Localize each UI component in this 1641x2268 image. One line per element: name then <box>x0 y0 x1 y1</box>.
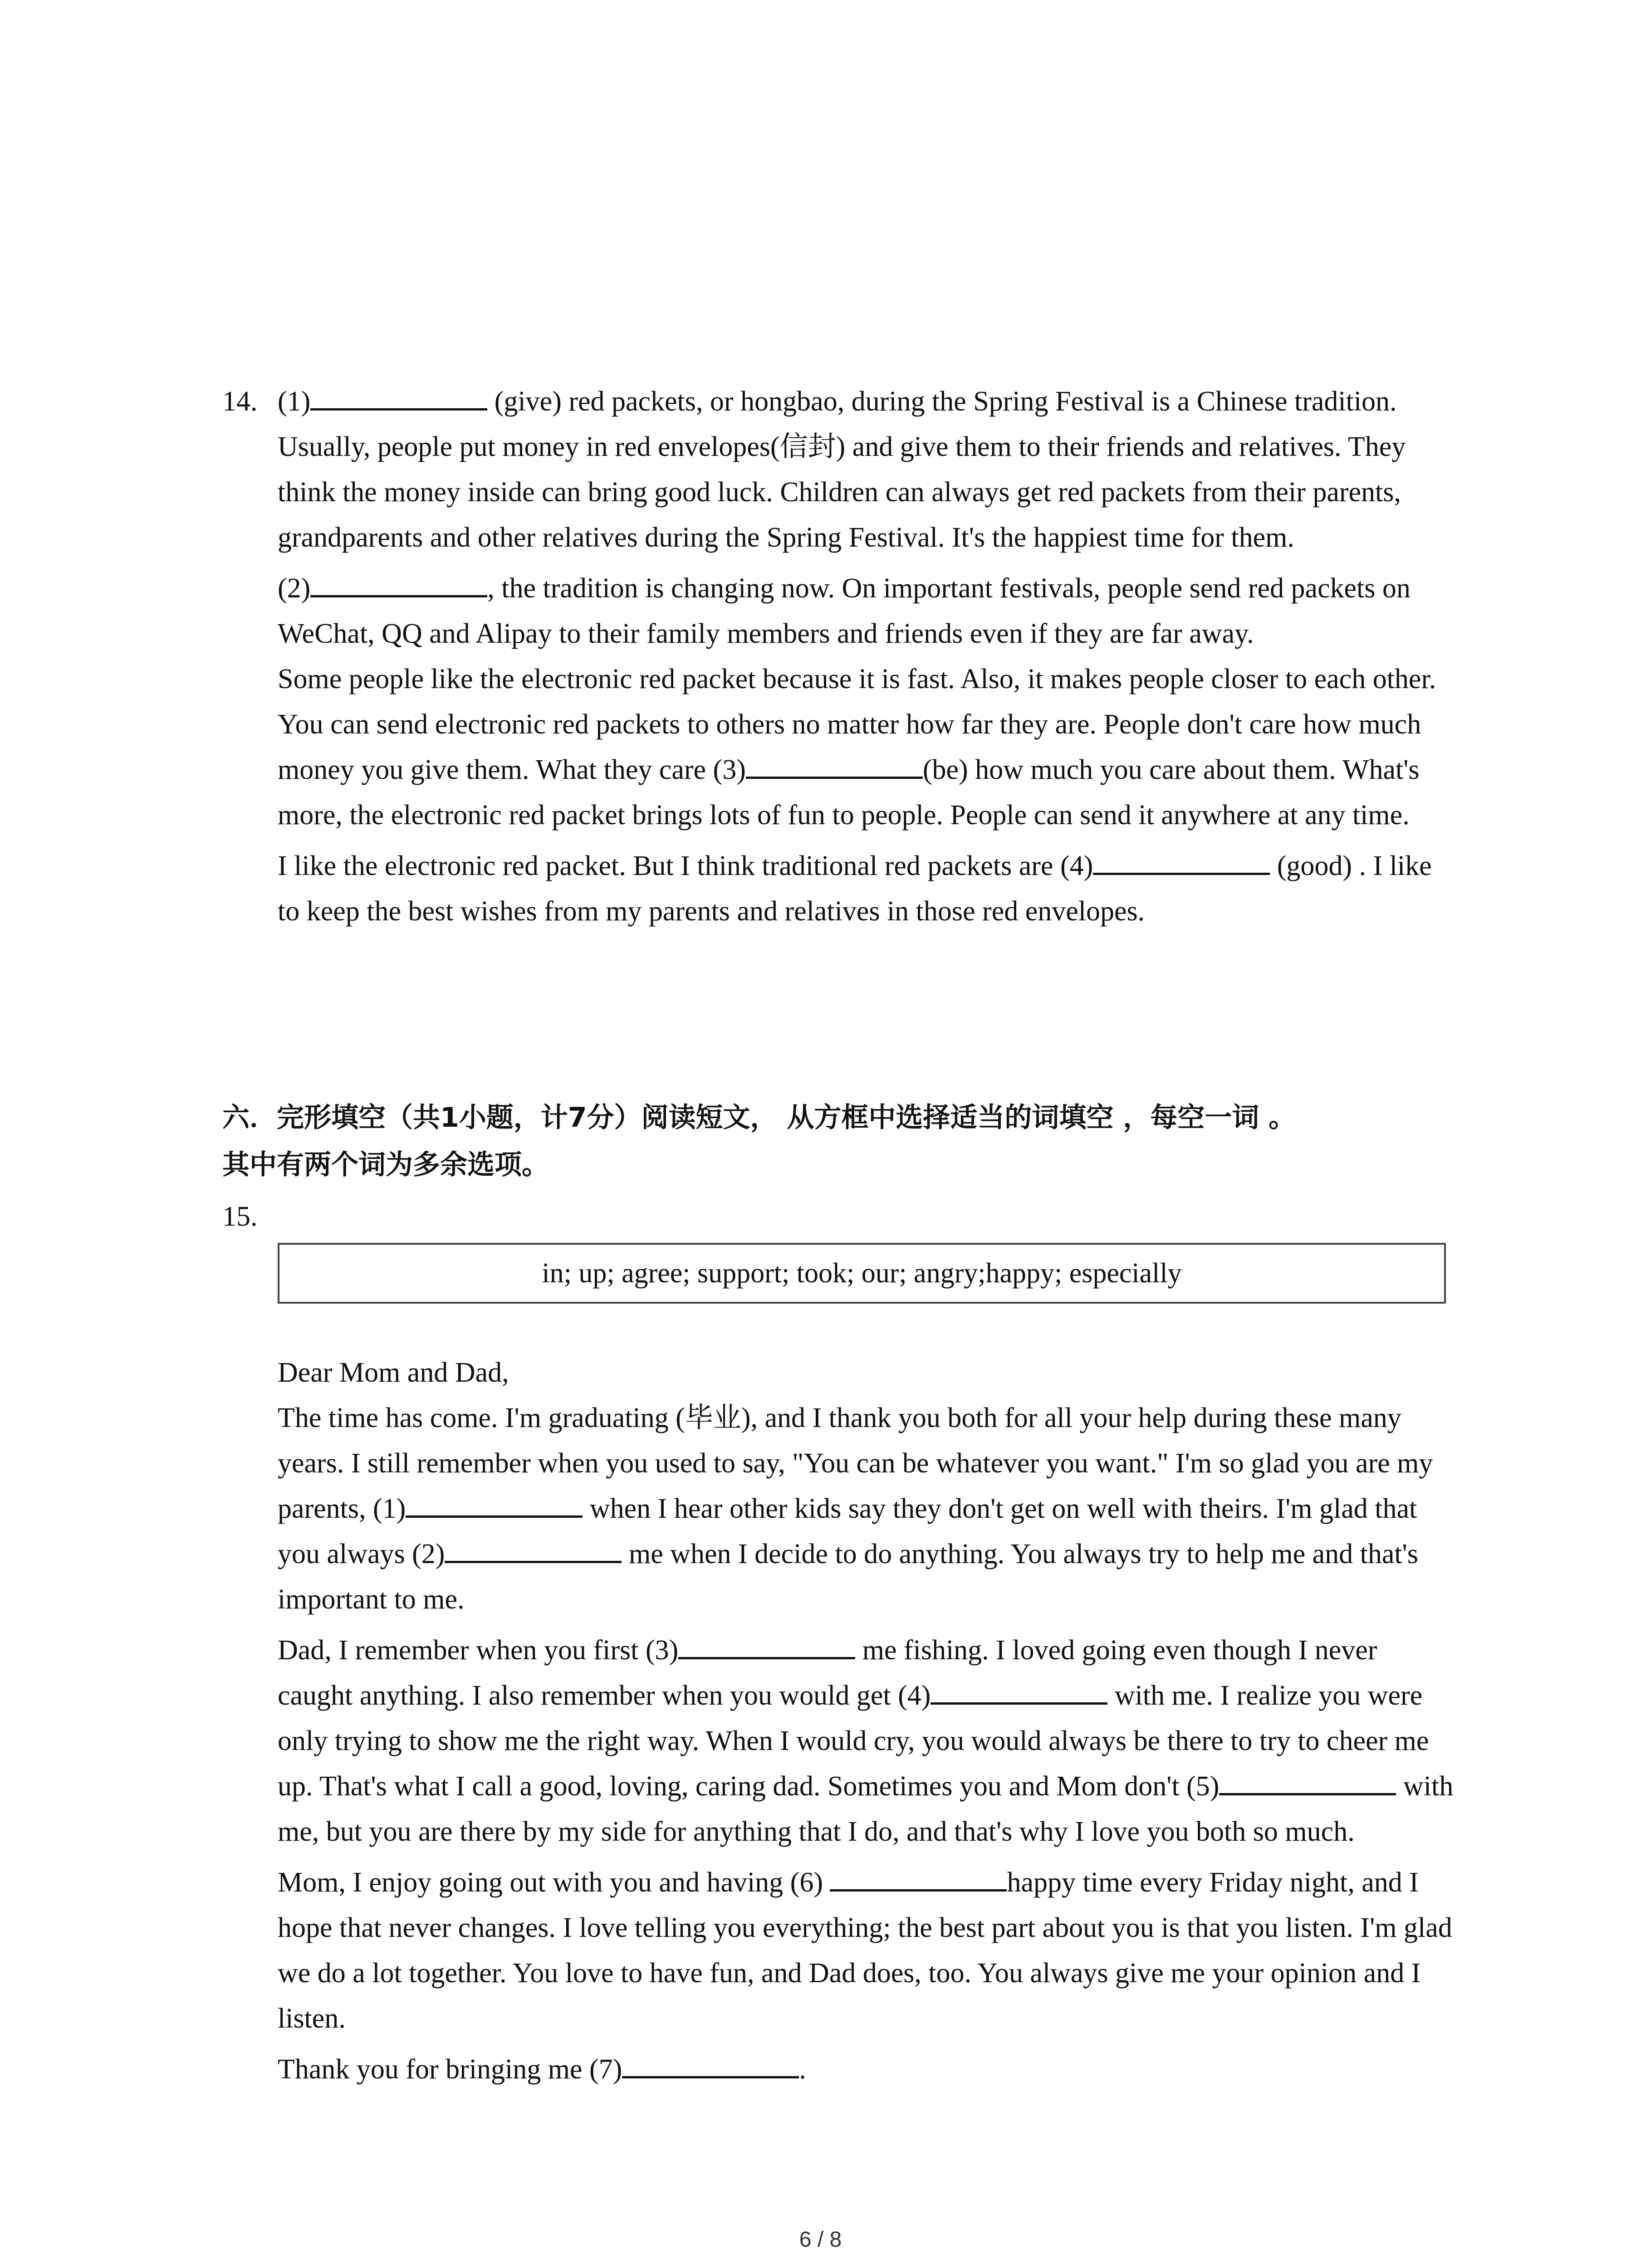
cloze-blank-7[interactable] <box>622 2048 799 2078</box>
cloze-blank-6[interactable] <box>830 1861 1007 1892</box>
answer-blank-4[interactable] <box>1093 845 1270 875</box>
question-14-passage <box>278 379 1457 934</box>
q15-paragraph-3: Mom, I enjoy going out with you and having (6) happy time every Friday night, and I hope that never changes. I love telling you everything; the best part about you is that you listen. I'm glad we do a lot together. You love to have fun, and Dad does, too. You always give me your opinion and I listen. <box>278 1860 1457 2041</box>
q14-paragraph-1: (1) (give) red packets, or hongbao, during the Spring Festival is a Chinese tradition. Usually, people put money in red envelopes(信封) and give them to their friends and relatives. They think the money inside can bring good luck. Children can always get red packets from their parents, grandparents and other relatives during the Spring Festival. It's the happiest time for them. <box>278 379 1457 560</box>
word-box: in; up; agree; support; took; our; angry;happy; especially <box>278 1243 1446 1304</box>
cloze-blank-1[interactable] <box>406 1487 583 1518</box>
section-6-heading: 六．完形填空（共1小题，计7分）阅读短文， 从方框中选择适当的词填空 ，每空一词 。 其中有两个词为多余选项。 <box>222 1102 1296 1181</box>
cloze-blank-5[interactable] <box>1219 1765 1396 1795</box>
q15-paragraph-2: Dad, I remember when you first (3) me fishing. I loved going even though I never caught anything. I also remember when you would get (4) with me. I realize you were only trying to show me the right way. When I would cry, you would always be there to try to cheer me up. That's what I call a good, loving, caring dad. Sometimes you and Mom don't (5) with me, but you are there by my side for anything that I do, and that's why I love you both so much. <box>278 1628 1457 1854</box>
q14-paragraph-3: Some people like the electronic red packet because it is fast. Also, it makes people closer to each other. You can send electronic red packets to others no matter how far they are. People don't care how much money you give them. What they care (3) (be) how much you care about them. What's more, the electronic red packet brings lots of fun to people. People can send it anywhere at any time. <box>278 664 1436 831</box>
q15-salutation: Dear Mom and Dad, <box>278 1357 509 1388</box>
q15-paragraph-4: Thank you for bringing me (7) . <box>278 2047 1457 2092</box>
answer-blank-3[interactable] <box>746 748 923 779</box>
question-number-14: 14. <box>222 386 258 417</box>
q15-paragraph-1: The time has come. I'm graduating (毕业), and I thank you both for all your help during these many years. I still remember when you used to say, "You can be whatever you want." I'm so glad you are my parents, (1) when I hear other kids say they don't get on well with theirs. I'm glad that you always (2) me when I decide to do anything. You always try to help me and that's important to me. <box>278 1403 1433 1615</box>
question-number-15: 15. <box>222 1201 258 1232</box>
answer-blank-2[interactable] <box>310 567 487 597</box>
q14-paragraph-4: I like the electronic red packet. But I think traditional red packets are (4) (good) . I like to keep the best wishes from my parents and relatives in those red envelopes. <box>278 843 1457 934</box>
answer-blank-1[interactable] <box>310 380 487 411</box>
cloze-blank-4[interactable] <box>931 1674 1107 1705</box>
q14-paragraph-2: (2) , the tradition is changing now. On important festivals, people send red packets on WeChat, QQ and Alipay to their family members and friends even if they are far away. <box>278 566 1457 656</box>
question-15-passage <box>278 1350 1457 2092</box>
cloze-blank-3[interactable] <box>678 1629 855 1659</box>
page-number: 6 / 8 <box>799 2228 842 2252</box>
cloze-blank-2[interactable] <box>445 1533 622 1563</box>
